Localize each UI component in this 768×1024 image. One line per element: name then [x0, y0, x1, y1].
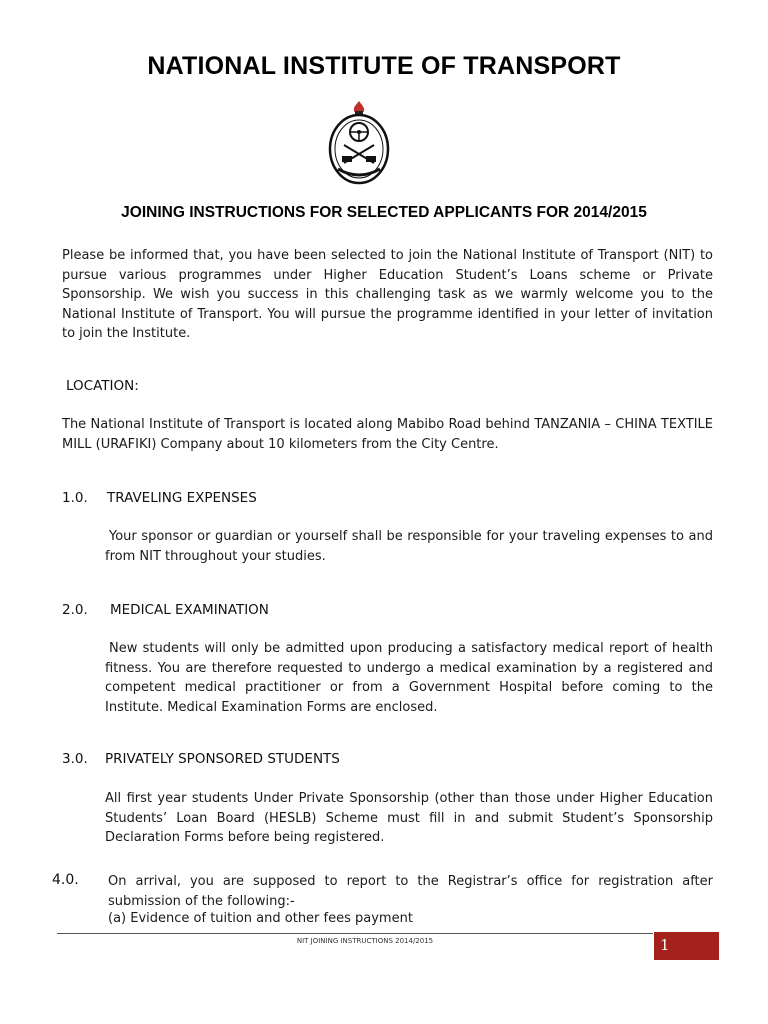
section-number: 2.0. — [62, 602, 88, 618]
footer-divider — [57, 933, 653, 934]
section-heading: MEDICAL EXAMINATION — [110, 602, 269, 618]
intro-paragraph: Please be informed that, you have been selected to join the National Institute of Transport (NIT) to pursue various programmes under Higher Education Student’s Loans scheme or Private Sponsorship. We wish you success in this challenging task as we warmly welcome you to the National Institute of Transport. You will pursue the programme identified in your letter of invitation to join the Institute. — [62, 248, 713, 341]
section-paragraph: All first year students Under Private Sponsorship (other than those under Higher Education Students’ Loan Board (HESLB) Scheme must fill in and submit Student’s Sponsorship Declaration Forms before being registered. — [105, 791, 713, 845]
section-paragraph: New students will only be admitted upon producing a satisfactory medical report of health fitness. You are therefore requested to undergo a medical examination by a registered and competent medical practitioner or from a Government Hospital before coming to the Institute. Medical Examination Forms are enclosed. — [105, 641, 713, 715]
section-number: 1.0. — [62, 490, 88, 506]
section-heading: TRAVELING EXPENSES — [107, 490, 257, 506]
section-paragraph: On arrival, you are supposed to report to the Registrar’s office for registration after submission of the following:- — [108, 874, 713, 909]
list-item: (a) Evidence of tuition and other fees payment — [108, 911, 413, 926]
location-paragraph: The National Institute of Transport is located along Mabibo Road behind TANZANIA – CHINA TEXTILE MILL (URAFIKI) Company about 10 kilometers from the City Centre. — [62, 417, 713, 452]
page-number: 1 — [660, 936, 670, 954]
section-paragraph: Your sponsor or guardian or yourself shall be responsible for your traveling expenses to and from NIT throughout your studies. — [105, 529, 713, 564]
section-heading: PRIVATELY SPONSORED STUDENTS — [105, 751, 340, 767]
section-number: 4.0. — [52, 872, 79, 888]
footer-text: NIT JOINING INSTRUCTIONS 2014/2015 — [296, 937, 434, 945]
document-title: NATIONAL INSTITUTE OF TRANSPORT — [147, 52, 621, 80]
document-subtitle: JOINING INSTRUCTIONS FOR SELECTED APPLICANTS FOR 2014/2015 — [121, 204, 647, 221]
location-heading: LOCATION: — [66, 378, 139, 394]
nit-crest-logo — [326, 99, 392, 187]
section-number: 3.0. — [62, 751, 88, 767]
